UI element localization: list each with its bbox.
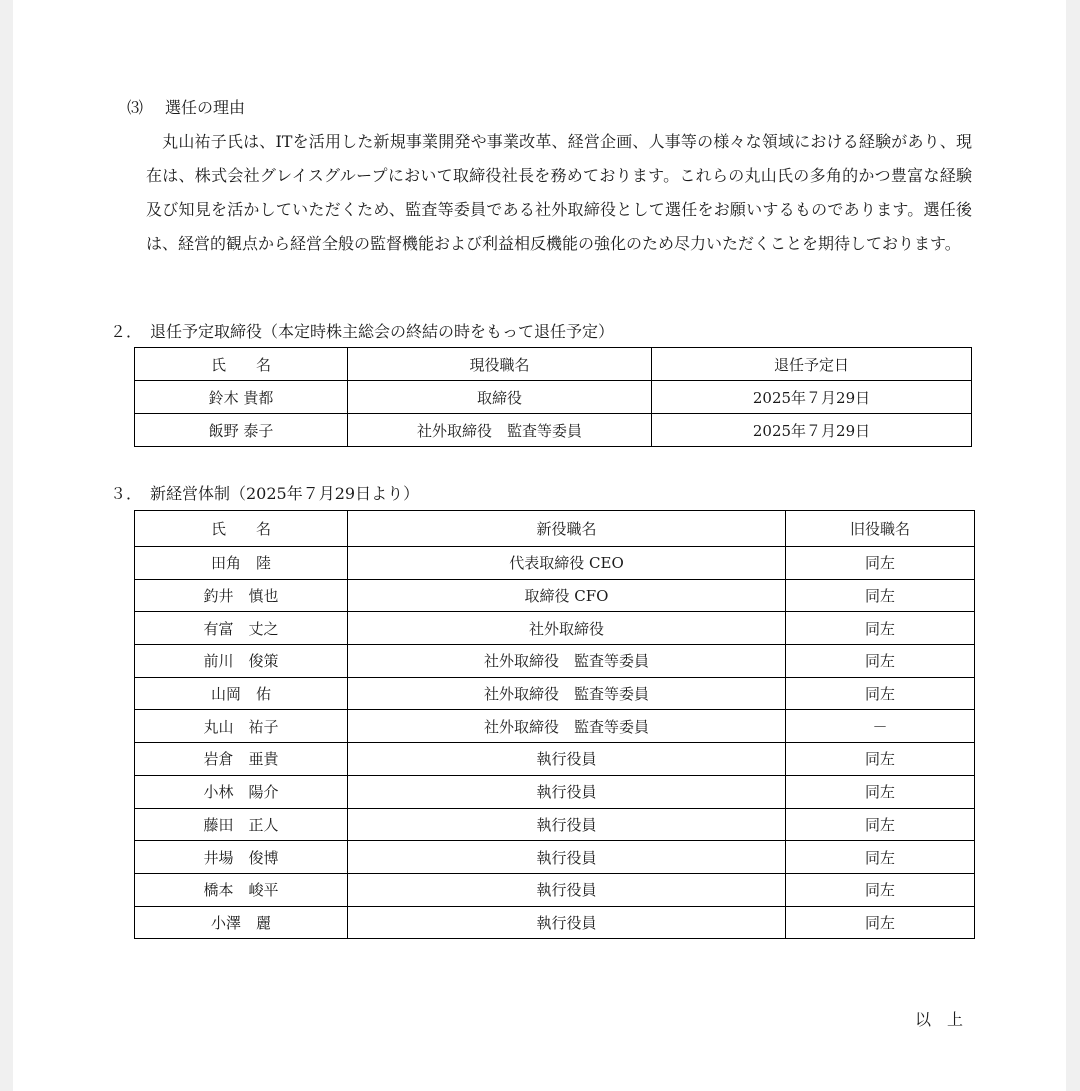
cell-name: 釣井 慎也 — [135, 579, 348, 612]
table-row — [135, 547, 975, 580]
header-name: 氏 名 — [135, 511, 348, 547]
cell-new-position: 社外取締役 監査等委員 — [348, 645, 786, 678]
cell-name: 鈴木 貴都 — [135, 381, 348, 414]
table-row — [135, 775, 975, 808]
cell-old-position: 同左 — [786, 808, 975, 841]
section-3-title: 選任の理由 — [165, 98, 246, 117]
cell-date: 2025年７月29日 — [652, 414, 972, 447]
table-row — [135, 381, 972, 414]
table-row — [135, 906, 975, 939]
section-3-number: ⑶ — [127, 98, 144, 117]
reason-text — [146, 125, 972, 261]
header-new-position: 新役職名 — [348, 511, 786, 547]
retiring-heading — [110, 321, 614, 343]
cell-name: 山岡 佑 — [135, 677, 348, 710]
cell-new-position: 社外取締役 監査等委員 — [348, 710, 786, 743]
header-name: 氏 名 — [135, 348, 348, 381]
cell-name: 井場 俊博 — [135, 841, 348, 874]
header-retire-date: 退任予定日 — [652, 348, 972, 381]
cell-name: 橋本 峻平 — [135, 873, 348, 906]
new-management-number: ３． — [110, 484, 143, 503]
cell-name: 有富 丈之 — [135, 612, 348, 645]
cell-old-position: 同左 — [786, 873, 975, 906]
cell-old-position: 同左 — [786, 547, 975, 580]
cell-date: 2025年７月29日 — [652, 381, 972, 414]
cell-name: 小林 陽介 — [135, 775, 348, 808]
table-row — [135, 873, 975, 906]
cell-new-position: 代表取締役 CEO — [348, 547, 786, 580]
cell-old-position: 同左 — [786, 612, 975, 645]
retiring-table — [134, 347, 972, 447]
table-header-row — [135, 511, 975, 547]
new-management-table — [134, 510, 975, 939]
cell-new-position: 社外取締役 — [348, 612, 786, 645]
cell-old-position: 同左 — [786, 579, 975, 612]
cell-new-position: 執行役員 — [348, 808, 786, 841]
retiring-title: 退任予定取締役（本定時株主総会の終結の時をもって退任予定） — [150, 322, 615, 341]
new-management-title: 新経営体制（2025年７月29日より） — [150, 484, 420, 503]
cell-name: 藤田 正人 — [135, 808, 348, 841]
cell-old-position: 同左 — [786, 677, 975, 710]
table-row — [135, 579, 975, 612]
cell-new-position: 取締役 CFO — [348, 579, 786, 612]
cell-name: 前川 俊策 — [135, 645, 348, 678]
retiring-number: ２． — [110, 322, 143, 341]
section-3-heading — [127, 97, 245, 119]
reason-text-body: 丸山祐子氏は、ITを活用した新規事業開発や事業改革、経営企画、人事等の様々な領域における経験があり、現在は、株式会社グレイスグループにおいて取締役社長を務めております。これらの丸山氏の多角的かつ豊富な経験及び知見を活かしていただくため、監査等委員である社外取締役として選任をお願いするものであります。選任後は、経営的観点から経営全般の監督機能および利益相反機能の強化のため尽力いただくことを期待しております。 — [146, 132, 972, 253]
new-management-heading — [110, 483, 419, 505]
cell-name: 飯野 泰子 — [135, 414, 348, 447]
cell-old-position: － — [786, 710, 975, 743]
document-page — [13, 0, 1066, 1091]
table-row — [135, 612, 975, 645]
cell-position: 社外取締役 監査等委員 — [348, 414, 652, 447]
cell-old-position: 同左 — [786, 906, 975, 939]
table-row — [135, 645, 975, 678]
cell-position: 取締役 — [348, 381, 652, 414]
cell-new-position: 執行役員 — [348, 841, 786, 874]
cell-new-position: 執行役員 — [348, 873, 786, 906]
cell-name: 丸山 祐子 — [135, 710, 348, 743]
table-row — [135, 677, 975, 710]
table-row — [135, 414, 972, 447]
table-header-row — [135, 348, 972, 381]
header-current-position: 現役職名 — [348, 348, 652, 381]
cell-new-position: 執行役員 — [348, 906, 786, 939]
cell-old-position: 同左 — [786, 645, 975, 678]
cell-new-position: 社外取締役 監査等委員 — [348, 677, 786, 710]
cell-new-position: 執行役員 — [348, 775, 786, 808]
table-row — [135, 841, 975, 874]
cell-new-position: 執行役員 — [348, 743, 786, 776]
header-old-position: 旧役職名 — [786, 511, 975, 547]
reason-paragraph — [146, 125, 972, 261]
cell-name: 岩倉 亜貴 — [135, 743, 348, 776]
closing-text: 以 上 — [915, 1010, 964, 1029]
cell-old-position: 同左 — [786, 743, 975, 776]
cell-name: 田角 陸 — [135, 547, 348, 580]
table-row — [135, 808, 975, 841]
table-row — [135, 710, 975, 743]
table-row — [135, 743, 975, 776]
cell-name: 小澤 麗 — [135, 906, 348, 939]
cell-old-position: 同左 — [786, 775, 975, 808]
cell-old-position: 同左 — [786, 841, 975, 874]
